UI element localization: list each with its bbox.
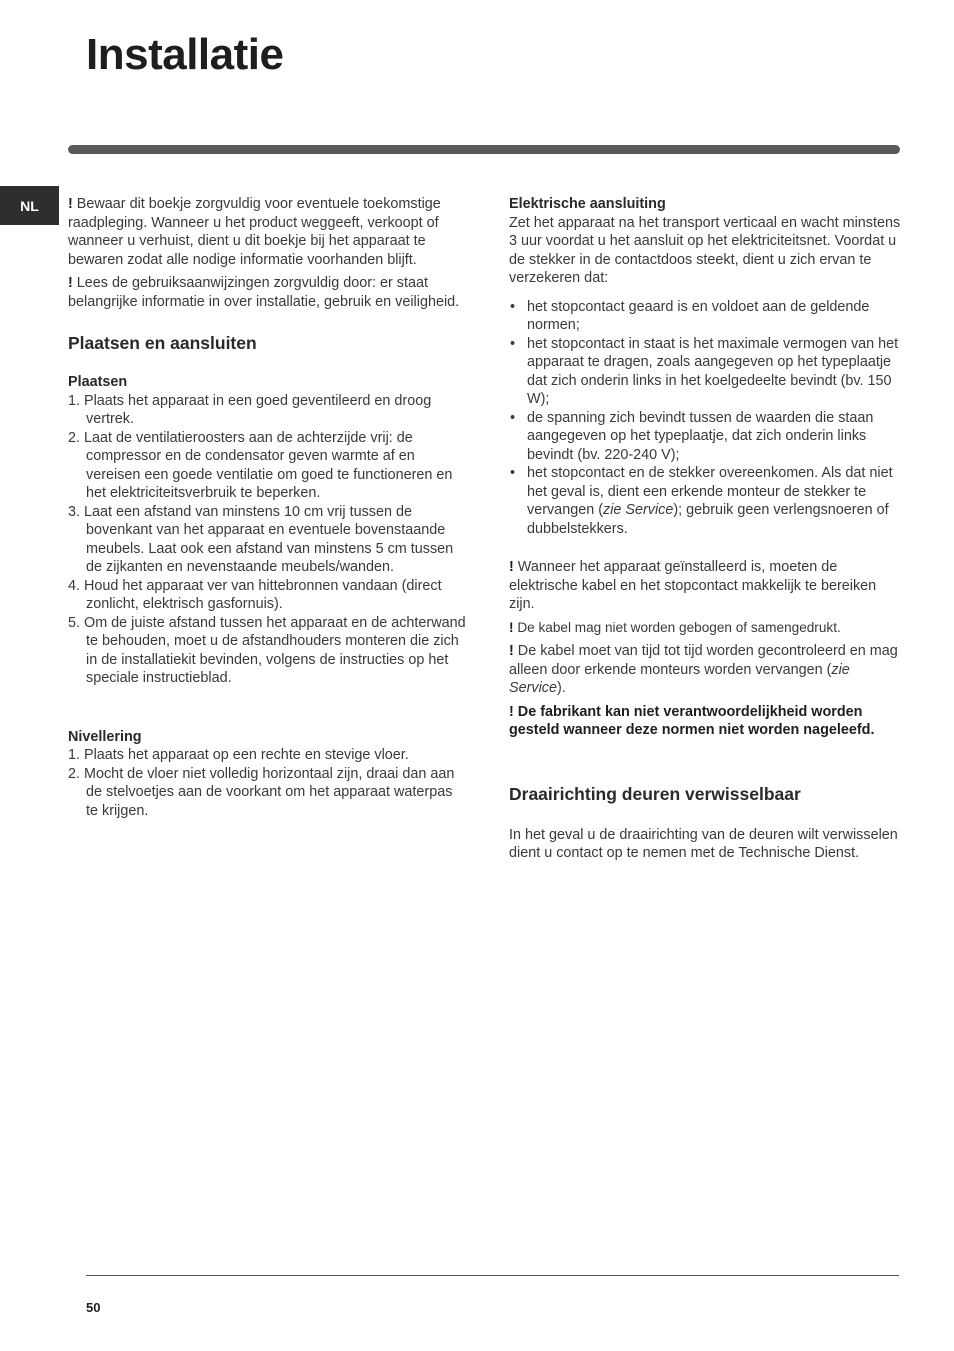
placing-list: [68, 392, 466, 688]
list-item: 5. Om de juiste afstand tussen het apparaat en de achterwand te behouden, moet u de afstandhouders monteren die zich in de installatiekit bevinden, volgens de instructies op het speciale instructieblad.: [68, 614, 466, 686]
intro-note-2: ! Lees de gebruiksaanwijzingen zorgvuldig door: er staat belangrijke informatie in over installatie, gebruik en veiligheid.: [68, 275, 460, 310]
left-column: [68, 195, 466, 820]
intro-note-1: ! Bewaar dit boekje zorgvuldig voor eventuele toekomstige raadpleging. Wanneer u het product weggeeft, verkoopt of wanneer u verhuist, dient u dit boekje bij het apparaat te bewaren zodat alle nodige informatie voorhanden blijft.: [68, 196, 441, 268]
page-title: Installatie: [86, 30, 284, 79]
page-number: 50: [86, 1300, 101, 1315]
electrical-note-3: ! De kabel moet van tijd tot tijd worden gecontroleerd en mag alleen door erkende monteurs worden vervangen (zie Service).: [509, 643, 898, 696]
section-heading-doors: Draairichting deuren verwisselbaar: [509, 783, 801, 804]
warning-mark-icon: !: [68, 196, 73, 212]
service-reference: zie Service: [603, 502, 674, 518]
subheading-plaatsen: Plaatsen: [68, 374, 128, 390]
electrical-checklist: [509, 298, 901, 539]
warning-mark-icon: !: [68, 275, 73, 291]
header-divider: [68, 145, 900, 154]
list-item: 1. Plaats het apparaat in een goed geventileerd en droog vertrek.: [68, 392, 432, 427]
electrical-note-2: ! De kabel mag niet worden gebogen of samengedrukt.: [509, 619, 841, 635]
warning-mark-icon: !: [509, 703, 514, 720]
list-item: 3. Laat een afstand van minstens 10 cm vrij tussen de bovenkant van het apparaat en eventuele bovenstaande meubels. Laat ook een afstand van minstens 5 cm tussen de zijkanten en nevenstaande meubels/wanden.: [68, 503, 454, 575]
footer-divider: [86, 1275, 899, 1276]
warning-mark-icon: !: [509, 643, 514, 659]
leveling-list: [68, 746, 466, 820]
section-heading-placing: Plaatsen en aansluiten: [68, 333, 257, 353]
list-item: • de spanning zich bevindt tussen de waarden die staan aangegeven op het typeplaatje, dat zich onderin links bevindt (bv. 220-240 V);: [509, 409, 901, 465]
electrical-intro: Zet het apparaat na het transport verticaal en wacht minstens 3 uur voordat u het aansluit op het elektriciteitsnet. Voordat u de stekker in de contactdoos steekt, dient u zich ervan te verzekeren dat:: [509, 214, 901, 286]
subheading-electrical: Elektrische aansluiting: [509, 196, 666, 212]
list-item: 2. Laat de ventilatieroosters aan de achterzijde vrij: de compressor en de condensator geven warmte af en vereisen een goede ventilatie om goed te functioneren en het elektriciteitsverbruik te beperken.: [68, 429, 453, 501]
electrical-note-1: ! Wanneer het apparaat geïnstalleerd is, moeten de elektrische kabel en het stopcontact makkelijk te bereiken zijn.: [509, 559, 877, 612]
right-column: [509, 195, 901, 863]
list-item: 2. Mocht de vloer niet volledig horizontaal zijn, draai dan aan de stelvoetjes aan de voorkant om het apparaat waterpas te krijgen.: [68, 765, 455, 819]
list-item: 1. Plaats het apparaat op een rechte en stevige vloer.: [68, 747, 409, 763]
warning-mark-icon: !: [509, 619, 514, 635]
warning-mark-icon: !: [509, 559, 514, 575]
service-reference: zie Service: [509, 661, 850, 696]
electrical-note-4: ! De fabrikant kan niet verantwoordelijkheid worden gesteld wanneer deze normen niet worden nageleefd.: [509, 703, 875, 738]
list-item: • het stopcontact in staat is het maximale vermogen van het apparaat te dragen, zoals aangegeven op het typeplaatje dat zich onderin links in het koelgedeelte bevindt (bv. 150 W);: [509, 335, 901, 409]
list-item: • het stopcontact geaard is en voldoet aan de geldende normen;: [509, 298, 901, 335]
list-item: • het stopcontact en de stekker overeenkomen. Als dat niet het geval is, dient een erkende monteur de stekker te vervangen (zie Service); gebruik geen verlengsnoeren of dubbelstekkers.: [509, 464, 901, 538]
language-tab: NL: [0, 186, 59, 225]
subheading-nivellering: Nivellering: [68, 728, 142, 745]
doors-text: In het geval u de draairichting van de deuren wilt verwisselen dient u contact op te nemen met de Technische Dienst.: [509, 826, 898, 861]
list-item: 4. Houd het apparaat ver van hittebronnen vandaan (direct zonlicht, elektrisch gasfornuis).: [68, 577, 442, 612]
